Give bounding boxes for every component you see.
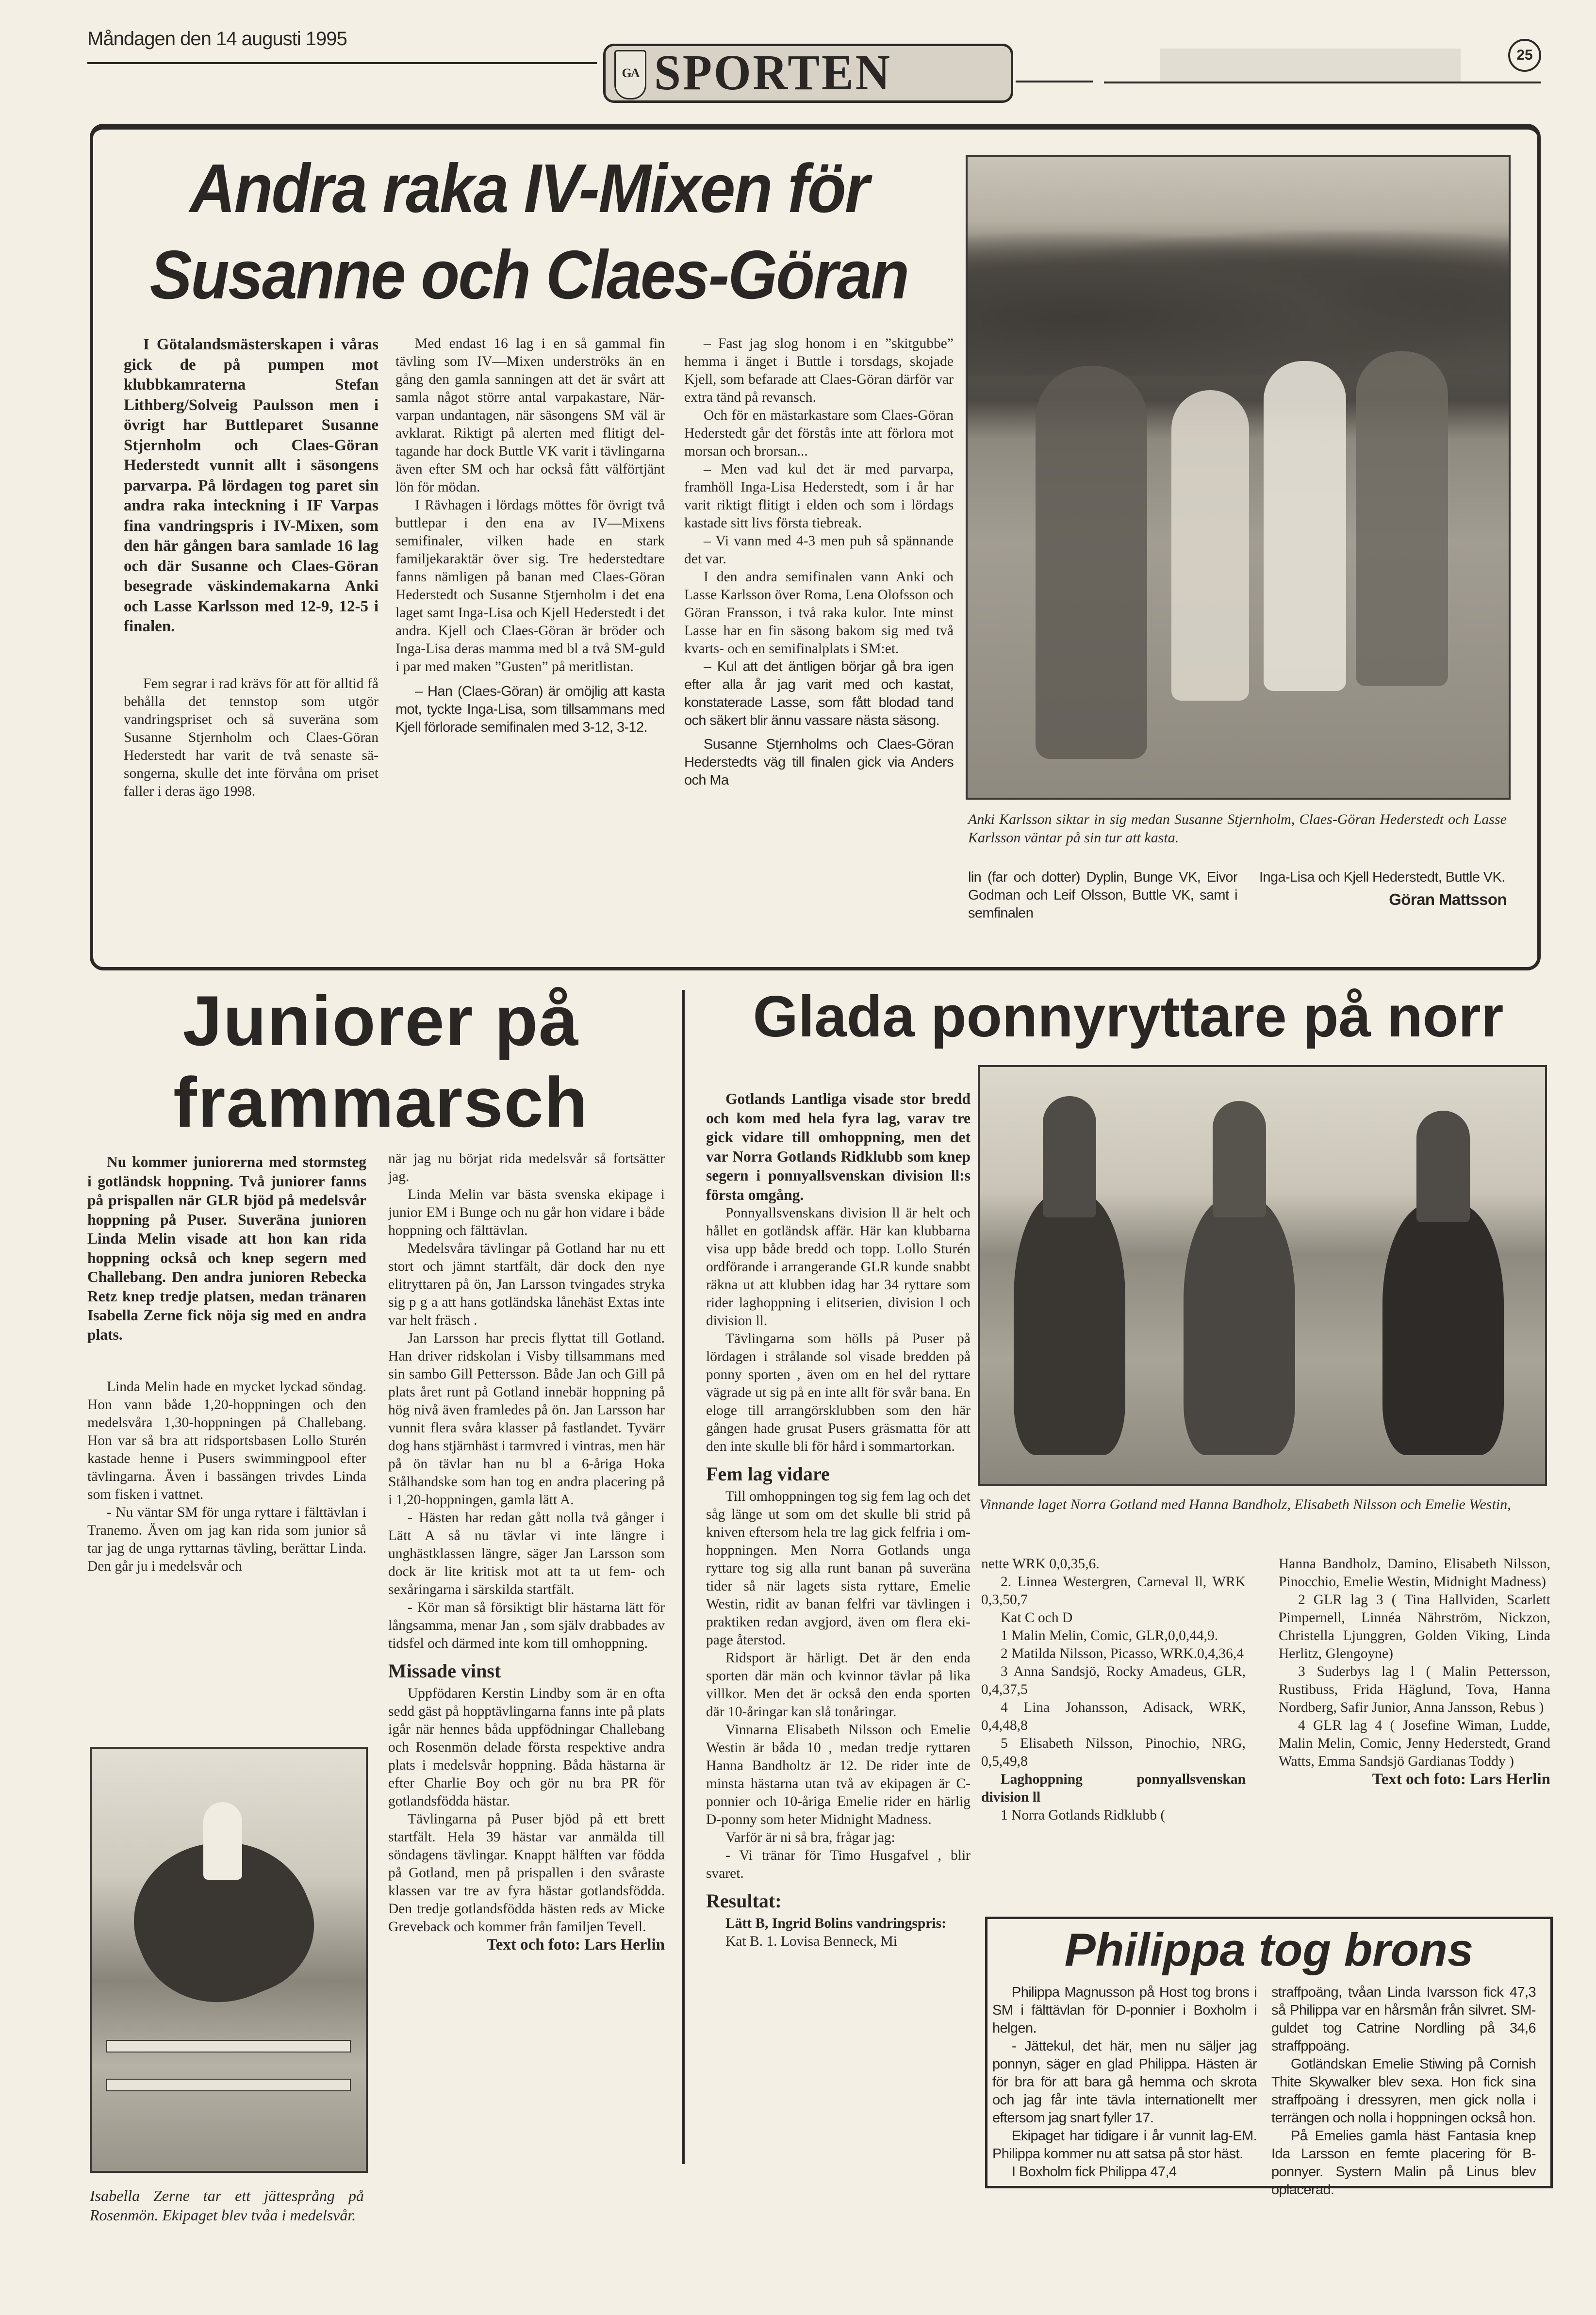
headline-line-1: Andra raka IV-Mixen för xyxy=(189,150,869,227)
rider-figure xyxy=(203,1802,242,1880)
results-line: 2. Linnea Westergren, Carneval ll, WRK 0,3,50,7 xyxy=(981,1574,1246,1608)
article-paragraph: I Boxholm fick Philippa 47,4 xyxy=(1012,2164,1177,2180)
article-paragraph: Med endast 16 lag i en så gammal fin tävling som IV—Mixen underströks än en gång den gamla sanningen att det är svårt att samla något större antal varpakastare, När-varpan undantagen, när säsongens SM väl är avklarat. Riktigt på alerten med flitigt deltagande har dock Buttle VK varit i tävlingarna även efter SM och har också fått välförtjänt lön för mödan. xyxy=(395,336,665,495)
masthead-rule-mid xyxy=(1016,81,1093,82)
subheading: Fem lag vidare xyxy=(706,1463,830,1485)
masthead-rule-right xyxy=(1104,82,1541,83)
rider-figure xyxy=(1213,1101,1266,1217)
byline: Text och foto: Lars Herlin xyxy=(1372,1771,1550,1788)
article-paragraph: - Jättekul, det här, men nu säljer jag ponnyn, säger en glad Philippa. Hästen är för bra för att bara gå hemma och skrota och jag får inte tävla internationellt mer eftersom jag snart fyller 17. xyxy=(992,2038,1257,2126)
results-class: Lätt B, Ingrid Bolins vandringspris: xyxy=(725,1916,946,1931)
article-paragraph: I den andra semifinalen vann Anki och Lasse Karlsson över Roma, Lena Olofsson och Göran Fransson, i två raka kulor. Inte minst Lasse har en fin säsong bakom sig med två kvarts- och en semifinalplats i SM:et. xyxy=(684,569,954,657)
article-paragraph: - Vi tränar för Timo Husgafvel , blir svaret. xyxy=(706,1848,971,1881)
results-line: 5 Elisabeth Nilsson, Pinochio, NRG, 0,5,49,8 xyxy=(981,1736,1246,1769)
jump-fence xyxy=(106,2079,351,2091)
article-paragraph: Medelsvåra tävlingar på Gotland har nu ett stort och jämnt startfält, där dock den nye elitryttaren på ön, Jan Larsson tvingades stryka sig p g a att hans gotländska lånehäst Extas inte var helt fräsch . xyxy=(388,1241,665,1328)
results-line: 1 Malin Melin, Comic, GLR,0,0,44,9. xyxy=(1001,1628,1218,1643)
results-line: 2 GLR lag 3 ( Tina Hallviden, Scarlett Pimpernell, Linnéa Nährström, Nickzon, Christella Ljunggren, Golden Viking, Linda Herlitz, Glengoyne) xyxy=(1279,1592,1550,1661)
results-line: 4 GLR lag 4 ( Josefine Wiman, Ludde, Malin Melin, Comic, Jenny Hederstedt, Grand Watts, Emma Sandsjö Gardianas Toddy ) xyxy=(1279,1718,1550,1769)
article-paragraph: Uppfödaren Kerstin Lindby som är en ofta sedd gäst på hopptävlingarna fanns inte på plats igår när hennes båda uppfödningar Challebang och Rosenmön delade första respektive andra plats i medelsvår hoppning. Båda hästarna är efter Charlie Boy och gör nu bra PR för gotlandsfödda hästar. xyxy=(388,1686,665,1809)
page-number: 25 xyxy=(1516,47,1533,63)
section-banner xyxy=(603,44,1013,103)
article-lead: I Götalandsmästerskapen i våras gick de på pumpen mot klubbkamraterna Stefan Lithberg/Solveig Paulsson men i övrigt har Buttleparet Susanne Stjernholm och Claes-Göran Hederstedt vunnit allt i säsongens parvarpa. På lördagen tog paret sin andra raka inteckning i IF Varpas fina vandringspris i IV-Mixen, som den här gången bara samlade 16 lag och där Susanne och Claes-Göran besegrade väskindemakarna Anki och Lasse Karlsson med 12-9, 12-5 i finalen. xyxy=(124,336,378,635)
headline-line-1: Juniorer på xyxy=(182,981,579,1060)
results-line: nette WRK 0,0,35,6. xyxy=(981,1556,1100,1572)
article-paragraph: straffpoäng, tvåan Linda Ivarsson fick 47,3 så Philippa var en hårsmån från silvret. SM-guldet tog Catrine Nordling på 34,6 straffppoäng. xyxy=(1271,1985,1536,2054)
headline-line-2: frammarsch xyxy=(173,1063,589,1142)
player-figure xyxy=(1171,390,1249,701)
results-team-heading: Laghoppning ponnyallsvenskan division ll xyxy=(981,1772,1246,1805)
byline: Text och foto: Lars Herlin xyxy=(486,1936,665,1954)
article-philippa-headline: Philippa tog brons xyxy=(1064,1924,1474,1976)
article-paragraph: – Vi vann med 4-3 men puh så spännande det var. xyxy=(684,533,954,567)
player-figure xyxy=(1036,366,1147,759)
jump-fence xyxy=(106,2040,351,2052)
article-paragraph: Inga-Lisa och Kjell Hederstedt, Buttle VK. xyxy=(1259,870,1505,885)
article-ponny-col1 xyxy=(706,1089,971,1951)
article-paragraph: Ridsport är härligt. Det är den enda sporten där män och kvinnor tävlar på lika villkor. Men det är också den enda sporten där 10-åringar kan slå tonåringar. xyxy=(706,1650,971,1720)
article-paragraph: Jan Larsson har precis flyttat till Gotland. Han driver ridskolan i Visby tillsammans med sin sambo Gill Pettersson. Både Jan och Gill på plats året runt på Gotland innebär hoppning på hög nivå även framledes på ön. Jan Larsson har vunnit flera svåra klasser på fastlandet. Tyvärr dog hans stjärnhäst i tarmvred i vintras, men här på ön tävlar han nu bl a 6-åriga Hoka Stålhandske som han tog en andra placering på i 1,20-hoppningen, gamla lätt A. xyxy=(388,1330,665,1508)
article-lead: Nu kommer juniorerna med stormsteg i gotländsk hoppning. Två juniorer fanns på prispallen när GLR bjöd på medelsvår hoppning på Puser. Suveräna junioren Linda Melin visade att hon kan rida hoppning också och knep segern med Challebang. Den andra junioren Rebecka Retz knep tredje platsen, medan tränaren Isabella Zerne fick nöja sig med en andra plats. xyxy=(87,1153,366,1343)
results-line: 3 Suderbys lag l ( Malin Pettersson, Rustibuss, Frida Häglund, Tova, Hanna Nordberg, Safir Junior, Anna Jansson, Rebus ) xyxy=(1279,1664,1550,1715)
article-varpa-col2 xyxy=(395,335,665,737)
article-paragraph: Tävlingarna som hölls på Puser på lördagen i strålande sol visade bredden på ponny sporten , även om en hel del ryttare vägrade ut sig på en inte allt för svår bana. En eloge till arrangörsklubben som den här gången hade grusat Pusers gräsmatta för att den inte skulle bli för hård i sommartorkan. xyxy=(706,1331,971,1454)
article-varpa-col4 xyxy=(968,869,1237,922)
article-paragraph: lin (far och dotter) Dyplin, Bunge VK, Eivor Godman och Leif Olsson, Buttle VK, samt i semfinalen xyxy=(968,870,1237,921)
pony-figure xyxy=(1014,1193,1125,1455)
rider-figure xyxy=(1043,1096,1096,1217)
photo-caption: Isabella Zerne tar ett jättesprång på Rosenmön. Ekipaget blev tvåa i medelsvår. xyxy=(90,2187,364,2224)
article-juniorer-col1 xyxy=(87,1152,366,1576)
byline: Göran Mattsson xyxy=(1389,890,1507,908)
results-heading: Resultat: xyxy=(706,1890,782,1912)
article-paragraph: Linda Melin hade en mycket lyckad söndag. Hon vann både 1,20-hoppningen och den medelsvåra 1,30-hoppningen på Challebang. Hon var så bra att ridsportsbasen Lollo Sturén kastade henne i Pusers swimmingpool efter tävlingarna. Även i bassängen trivdes Linda som fisken i vattnet. xyxy=(87,1379,366,1502)
results-line: Kat C och D xyxy=(1001,1610,1073,1625)
article-ponny-results-col3 xyxy=(1279,1555,1550,1789)
article-paragraph: Till omhoppningen tog sig fem lag och det såg länge ut som om det skulle bli strid på kniven eftersom hela tre lag gick felfria i omhoppningen. Men Norra Gotlands unga ryttare tog sig alla runt banan på suveräna tider så när lagets sista ryttare, Emelie Westin, ridit av banan felfri var tävlingen i praktiken redan avgjord, även om flera ekipage återstod. xyxy=(706,1489,971,1648)
article-juniorer-headline xyxy=(73,980,689,1143)
headline-line-2: Susanne och Claes-Göran xyxy=(149,236,908,313)
page-number-badge xyxy=(1508,39,1541,72)
photo-pony-riders xyxy=(978,1065,1547,1486)
article-ponny-results-col2 xyxy=(981,1555,1246,1824)
issue-date: Måndagen den 14 augusti 1995 xyxy=(87,28,347,49)
results-line: Hanna Bandholz, Damino, Elisabeth Nilsson, Pinocchio, Emelie Westin, Midnight Madness) xyxy=(1279,1556,1550,1590)
article-lead: Gotlands Lantliga visade stor bredd och kom med hela fyra lag, varav tre gick vidare till omhoppning, men det var Norra Gotlands Ridklubb som knep segern i ponnyallsvenskan division ll:s första omgång. xyxy=(706,1090,971,1203)
article-paragraph: Vinnarna Elisabeth Nilsson och Emelie Westin är båda 10 , medan tredje ryttaren Hanna Bandholtz är 12. De rider inte de minsta hästarna utan två av ekipagen är C-ponnier och 10-åriga Emelie rider en härlig D-ponny som heter Midnight Madness. xyxy=(706,1722,971,1827)
article-paragraph: – Men vad kul det är med parvarpa, framhöll Inga-Lisa Hederstedt, som i år har varit riktigt flitigt i elden och som i lördags kastade sitt livs första tiebreak. xyxy=(684,461,954,531)
column-divider xyxy=(682,990,685,2164)
article-paragraph: Philippa Magnusson på Host tog brons i SM i fälttävlan för D-ponnier i Boxholm i helgen. xyxy=(992,1985,1257,2036)
article-paragraph: Ponnyallsvenskans division ll är helt och hållet en gotländsk affär. Här kan klubbarna visa upp både bredd och topp. Lollo Sturén ordförande i arrangerande GLR kunde snabbt räkna ut att klubben idag har 34 ryttare som rider laghoppning i elitserien, division l och division ll. xyxy=(706,1205,971,1329)
article-paragraph: Fem segrar i rad krävs för att för alltid få behålla det tennstop som utgör vandringspriset och så suveräna som Susanne Stjernholm och Claes-Göran Hederstedt har varit de två senaste säsongerna, skulle det inte förvåna om priset faller i deras ägo 1998. xyxy=(124,675,378,799)
article-paragraph: Linda Melin var bästa svenska ekipage i junior EM i Bunge och nu går hon vidare i både hoppning och fälttävlan. xyxy=(388,1187,665,1238)
article-varpa-col3 xyxy=(684,335,954,789)
tree-line xyxy=(968,230,1509,376)
results-line: Kat B. 1. Lovisa Benneck, Mi xyxy=(725,1934,897,1949)
results-line: 4 Lina Johansson, Adisack, WRK, 0,4,48,8 xyxy=(981,1700,1246,1733)
article-paragraph: Och för en mästarkastare som Claes-Göran Hederstedt går det förstås inte att förlora mot morsan och brorsan... xyxy=(684,408,954,459)
article-philippa-col2 xyxy=(1271,1984,1536,2199)
player-figure xyxy=(1264,361,1346,691)
player-figure xyxy=(1356,351,1448,686)
rider-figure xyxy=(1416,1111,1470,1222)
article-varpa-headline xyxy=(116,146,941,318)
article-paragraph: På Emelies gamla häst Fantasia knep Ida Larsson en femte placering för B-ponnyer. Systern Malin på Linus blev oplacerad. xyxy=(1271,2128,1536,2198)
masthead-rule-left xyxy=(87,62,597,64)
article-paragraph: – Fast jag slog honom i en ”skitgubbe” hemma i änget i Buttle i torsdags, skojade Kjell, som befarade att Claes-Göran därför var extra tänd på revansch. xyxy=(684,336,954,405)
results-line: 2 Matilda Nilsson, Picasso, WRK.0,4,36,4 xyxy=(1001,1646,1244,1661)
article-varpa-col5 xyxy=(1259,869,1507,908)
article-paragraph: när jag nu börjat rida medelsvår så fortsätter jag. xyxy=(388,1151,665,1184)
photo-varpa-players xyxy=(966,155,1511,800)
results-line: 1 Norra Gotlands Ridklubb ( xyxy=(1001,1807,1166,1823)
newspaper-logo-icon xyxy=(614,50,646,99)
photo-caption: Anki Karlsson siktar in sig medan Susanne Stjernholm, Claes-Göran Hederstedt och Lasse Karlsson väntar på sin tur att kasta. xyxy=(968,811,1507,846)
pony-figure xyxy=(1382,1203,1504,1455)
article-paragraph: Susanne Stjernholms och Claes-Göran Hederstedts väg till finalen gick via Anders och Ma xyxy=(684,737,954,788)
article-juniorer-col2 xyxy=(388,1150,665,1954)
article-paragraph: Tävlingarna på Puser bjöd på ett brett startfält. Hela 39 hästar var anmälda till söndagens tävlingar. Knappt hälften var födda på Gotland, men på prispallen i den svåraste klassen var tre av fyra hästar gotlandsfödda. Den tredje gotlandsfödda hästen reds av Micke Greveback och kommer från familjen Tevell. xyxy=(388,1811,665,1935)
article-paragraph: – Han (Claes-Göran) är omöjlig att kasta mot, tyckte Inga-Lisa, som tillsammans med Kjell förlorade semifinalen med 3-12, 3-12. xyxy=(395,684,665,735)
photo-horse-jump xyxy=(90,1747,368,2173)
article-paragraph: - Kör man så försiktigt blir hästarna lätt för långsamma, menar Jan , som själv drabbades av tidsfel och därmed inte kom till omhoppning. xyxy=(388,1600,665,1651)
article-philippa-col1 xyxy=(992,1984,1257,2181)
article-paragraph: - Nu väntar SM för unga ryttare i fälttävlan i Tranemo. Även om jag kan rida som junior så tar jag de unga ryttarnas tävling, berättar Linda. Den går ju i medelsvår och xyxy=(87,1505,366,1574)
photo-caption: Vinnande laget Norra Gotland med Hanna Bandholz, Elisabeth Nilsson och Emelie Westin, xyxy=(979,1496,1511,1512)
article-paragraph: Gotländskan Emelie Stiwing på Cornish Thite Skywalker blev sexa. Hon fick sina straffpoäng i dressyren, men gick nolla i terrängen och nolla i hoppningen också hon. xyxy=(1271,2056,1536,2126)
subheading: Missade vinst xyxy=(388,1660,501,1682)
article-paragraph: I Rävhagen i lördags möttes för övrigt två buttlepar i den ena av IV—Mixens semifinaler, vilken hade en stark familjekaraktär över sig. Tre hederstedtare fanns nämligen på banan med Claes-Göran Hederstedt och Susanne Stjernholm i det ena laget samt Inga-Lisa och Kjell Hederstedt i det andra. Kjell och Claes-Göran är bröder och Inga-Lisa deras mamma med bl a två SM-guld i par med maken ”Gusten” på meritlistan. xyxy=(395,497,665,674)
section-title: SPORTEN xyxy=(654,45,892,100)
article-paragraph: Varför är ni så bra, frågar jag: xyxy=(725,1830,895,1845)
faded-sidebar-tag xyxy=(1160,49,1461,82)
article-varpa-col1 xyxy=(124,335,378,801)
masthead xyxy=(0,0,1596,100)
article-paragraph: – Kul att det äntligen börjar gå bra igen efter alla år jag varit med och kastat, konstaterade Lasse, som fått blodad tand och säkert blir ännu vassare nästa säsong. xyxy=(684,659,954,728)
article-paragraph: Ekipaget har tidigare i år vunnit lag-EM. Philippa kommer nu att satsa på stor häst. xyxy=(992,2128,1257,2162)
pony-figure xyxy=(1184,1198,1295,1455)
article-paragraph: - Hästen har redan gått nolla två gånger i Lätt A så nu tävlar vi inte längre i unghästklassen längre, säger Jan Larsson som dock är lite kritisk mot att ta ut fem- och sexåringarna i särskilda startfält. xyxy=(388,1510,665,1597)
article-ponny-headline: Glada ponnyryttare på norr xyxy=(753,984,1504,1049)
results-line: 3 Anna Sandsjö, Rocky Amadeus, GLR, 0,4,37,5 xyxy=(981,1664,1246,1697)
logo-letters: GA xyxy=(622,66,639,80)
